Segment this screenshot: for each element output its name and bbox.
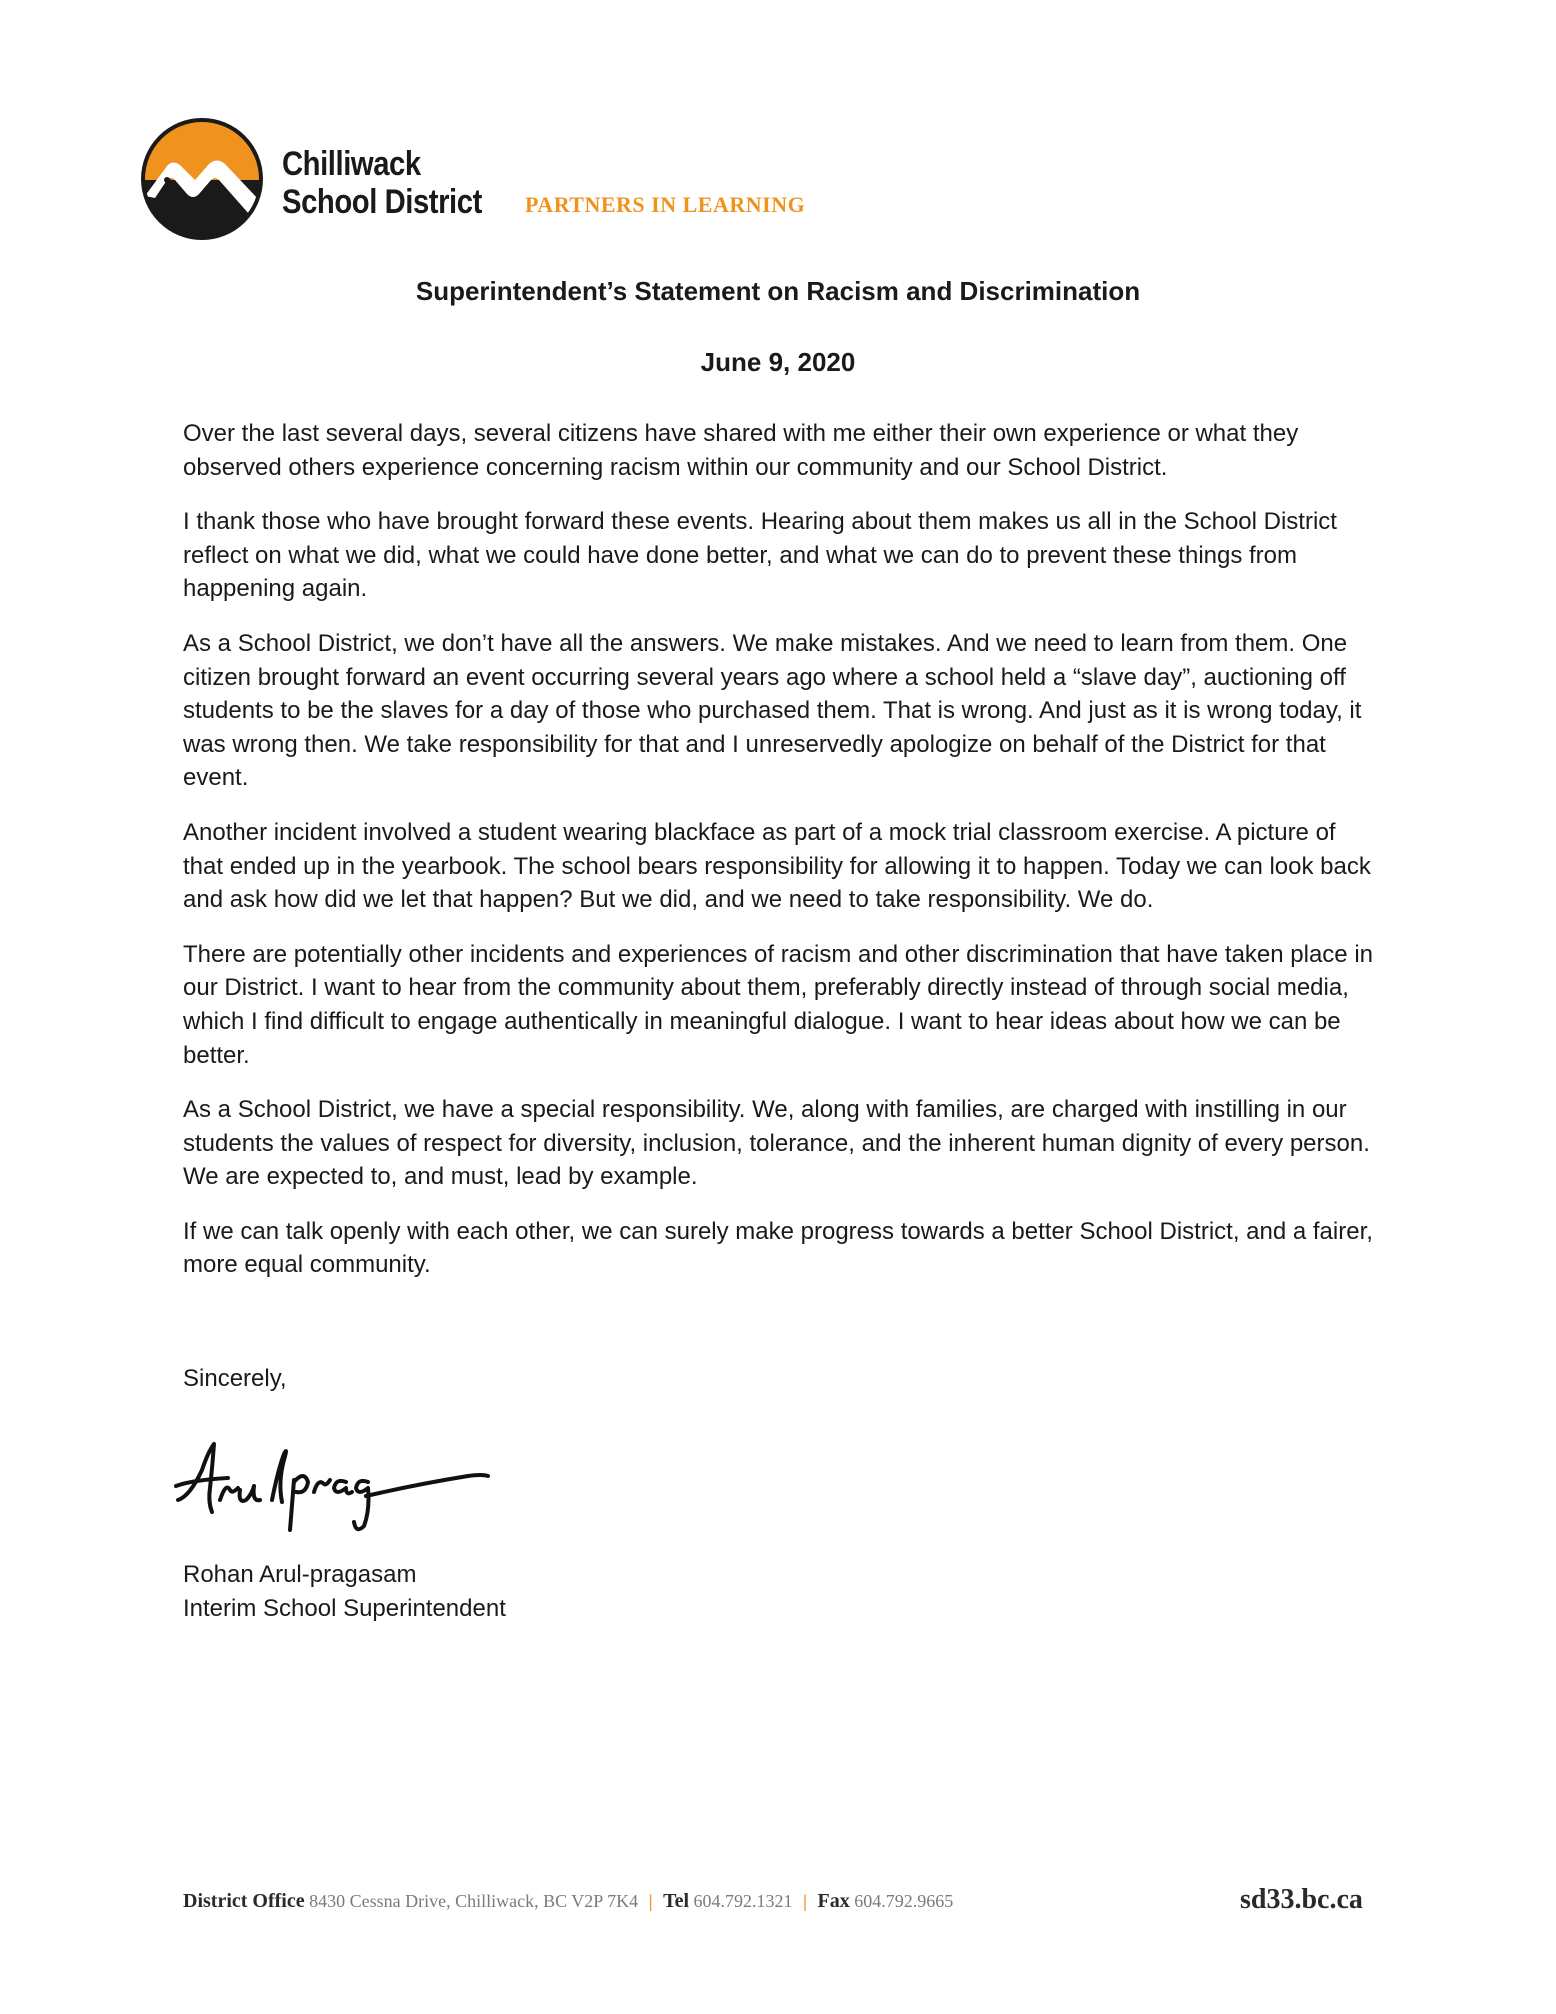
footer-contact: [183, 1890, 953, 1913]
tel-label: Tel: [663, 1890, 690, 1912]
body-paragraph: As a School District, we don’t have all the answers. We make mistakes. And we need to learn from them. One citizen brought forward an event occurring several years ago where a school held a “slave day”, auctioning off students to be the slaves for a day of those who purchased them. That is wrong. And just as it is wrong today, it was wrong then. We take responsibility for that and I unreservedly apologize on behalf of the District for that event.: [183, 629, 1362, 792]
body-paragraph: There are potentially other incidents and experiences of racism and other discrimination that have taken place in our District. I want to hear from the community about them, preferably directly instead of through social media, which I find difficult to engage authentically in meaningful dialogue. I want to hear ideas about how we can be better.: [183, 940, 1374, 1069]
page-title: Superintendent’s Statement on Racism and Discrimination: [415, 276, 1141, 306]
statement-date: June 9, 2020: [700, 347, 856, 377]
body-paragraph: Another incident involved a student wearing blackface as part of a mock trial classroom exercise. A picture of that ended up in the yearbook. The school bears responsibility for allowing it to happen. Today we can look back and ask how did we let that happen? But we did, and we need to take responsibility. We do.: [183, 818, 1371, 914]
office-address: 8430 Cessna Drive, Chilliwack, BC V2P 7K4: [309, 1891, 639, 1911]
signer-block: [183, 1558, 506, 1625]
fax-label: Fax: [817, 1890, 850, 1912]
footer-separator: |: [803, 1891, 807, 1911]
body-paragraph: I thank those who have brought forward these events. Hearing about them makes us all in the School District reflect on what we did, what we could have done better, and what we can do to prevent these things from happening again.: [183, 508, 1337, 603]
website-link[interactable]: sd33.bc.ca: [1240, 1884, 1363, 1915]
brand-name: [282, 145, 482, 221]
signature-image: [168, 1430, 498, 1540]
signer-name: Rohan Arul-pragasam: [183, 1561, 417, 1588]
brand-line-2: School District: [282, 183, 482, 221]
tel-value: 604.792.1321: [693, 1891, 793, 1911]
closing: Sincerely,: [183, 1365, 287, 1392]
fax-value: 604.792.9665: [854, 1891, 954, 1911]
brand-line-1: Chilliwack: [282, 145, 421, 183]
tagline: PARTNERS IN LEARNING: [525, 192, 806, 217]
office-label: District Office: [183, 1890, 305, 1912]
body-paragraph: If we can talk openly with each other, we can surely make progress towards a better School District, and a fairer, more equal community.: [183, 1217, 1373, 1279]
body-paragraph: As a School District, we have a special responsibility. We, along with families, are charged with instilling in our students the values of respect for diversity, inclusion, tolerance, and the inherent human dignity of every person. We are expected to, and must, lead by example.: [183, 1096, 1370, 1191]
signer-title: Interim School Superintendent: [183, 1594, 506, 1622]
mountain-circle-logo-icon: [137, 114, 267, 244]
letter-body: [183, 417, 1378, 1303]
body-paragraph: Over the last several days, several citizens have shared with me either their own experience or what they observed others experience concerning racism within our community and our School District.: [183, 420, 1299, 481]
footer-separator: |: [648, 1891, 653, 1911]
